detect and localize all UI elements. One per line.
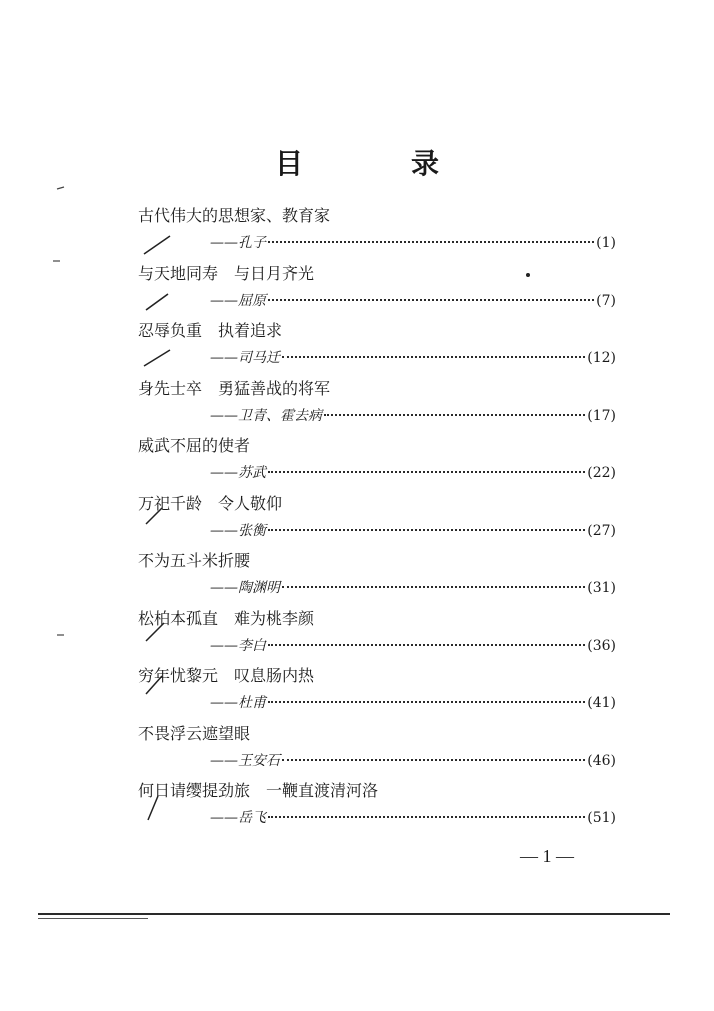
leader-dots — [268, 529, 585, 531]
toc-entry-title: 威武不屈的使者 — [138, 436, 251, 455]
toc-entry-title: 松柏本孤直 难为桃李颜 — [138, 608, 315, 628]
toc-entry-author: ——司马迁 — [210, 350, 280, 366]
toc-entry-page: (17) — [587, 407, 616, 424]
toc-entry-title: 与天地同寿 与日月齐光 — [138, 263, 315, 283]
toc-entry-title: 不畏浮云遮望眼 — [138, 723, 251, 743]
toc-entry-line — [210, 232, 616, 254]
table-of-contents — [138, 204, 616, 837]
toc-entry-title: 忍辱负重 执着追求 — [138, 321, 283, 340]
toc-entry-line — [210, 750, 616, 772]
toc-entry-author: ——孔子 — [210, 235, 266, 251]
toc-entry[interactable] — [138, 549, 616, 607]
leader-dots — [324, 414, 585, 416]
toc-entry-line — [210, 635, 616, 657]
leader-dots — [268, 816, 585, 818]
ink-speck — [52, 258, 62, 264]
pencil-tick-mark — [140, 615, 180, 645]
toc-entry-author: ——陶渊明 — [210, 580, 280, 596]
leader-dots — [268, 701, 585, 703]
pencil-tick-mark — [140, 288, 180, 318]
toc-entry[interactable] — [138, 779, 616, 837]
toc-entry[interactable] — [138, 664, 616, 722]
leader-dots — [282, 759, 585, 761]
toc-entry-title: 穷年忧黎元 叹息肠内热 — [138, 666, 315, 685]
page-title: 目 录 — [274, 147, 479, 180]
leader-dots — [268, 241, 594, 243]
toc-entry-author: ——杜甫 — [210, 695, 266, 711]
toc-entry-author: ——苏武 — [210, 465, 266, 481]
toc-entry-page: (31) — [587, 580, 616, 596]
toc-entry-author: ——卫青、霍去病 — [210, 407, 322, 424]
ink-speck — [524, 270, 532, 280]
leader-dots — [268, 644, 585, 646]
toc-entry-page: (27) — [587, 522, 616, 539]
toc-entry[interactable] — [138, 492, 616, 550]
toc-entry-author: ——王安石 — [210, 752, 280, 769]
toc-entry-title: 不为五斗米折腰 — [138, 551, 251, 570]
bottom-rule-shadow — [38, 918, 148, 919]
leader-dots — [282, 586, 585, 588]
pencil-tick-mark — [140, 670, 180, 700]
toc-entry[interactable] — [138, 607, 616, 665]
toc-entry-title: 何日请缨提劲旅 一鞭直渡清河洛 — [138, 781, 379, 800]
ink-speck — [56, 185, 66, 191]
toc-entry[interactable] — [138, 204, 616, 262]
toc-entry-title: 身先士卒 勇猛善战的将军 — [138, 378, 331, 398]
toc-entry[interactable] — [138, 722, 616, 780]
toc-entry[interactable] — [138, 377, 616, 435]
toc-entry-page: (7) — [596, 292, 616, 309]
toc-entry-line — [210, 807, 616, 829]
toc-entry-author: ——张衡 — [210, 522, 266, 539]
toc-entry-title: 古代伟大的思想家、教育家 — [138, 206, 331, 225]
toc-entry-author: ——李白 — [210, 637, 266, 654]
toc-entry-page: (1) — [596, 235, 616, 251]
toc-entry-line — [210, 692, 616, 714]
toc-entry-page: (22) — [587, 465, 616, 481]
toc-entry-title: 万祀千龄 令人敬仰 — [138, 493, 283, 513]
toc-entry-page: (46) — [587, 752, 616, 769]
toc-entry[interactable] — [138, 319, 616, 377]
toc-entry-line — [210, 462, 616, 484]
toc-entry-page: (41) — [587, 695, 616, 711]
toc-entry-page: (51) — [587, 810, 616, 826]
toc-entry-line — [210, 577, 616, 599]
toc-entry-line — [210, 405, 616, 427]
pencil-tick-mark — [140, 790, 180, 826]
leader-dots — [268, 471, 585, 473]
toc-entry-line — [210, 347, 616, 369]
leader-dots — [268, 299, 594, 301]
toc-entry-author: ——屈原 — [210, 292, 266, 309]
pencil-tick-mark — [138, 344, 178, 374]
ink-speck — [56, 632, 66, 638]
page-number: — 1 — — [520, 846, 574, 866]
pencil-tick-mark — [140, 230, 180, 260]
toc-entry-line — [210, 290, 616, 312]
toc-entry-page: (36) — [587, 637, 616, 654]
toc-entry-page: (12) — [587, 350, 616, 366]
bottom-rule — [38, 913, 670, 915]
toc-entry[interactable] — [138, 262, 616, 320]
toc-entry-line — [210, 520, 616, 542]
toc-entry[interactable] — [138, 434, 616, 492]
leader-dots — [282, 356, 585, 358]
toc-entry-author: ——岳飞 — [210, 810, 266, 826]
pencil-tick-mark — [140, 500, 180, 530]
